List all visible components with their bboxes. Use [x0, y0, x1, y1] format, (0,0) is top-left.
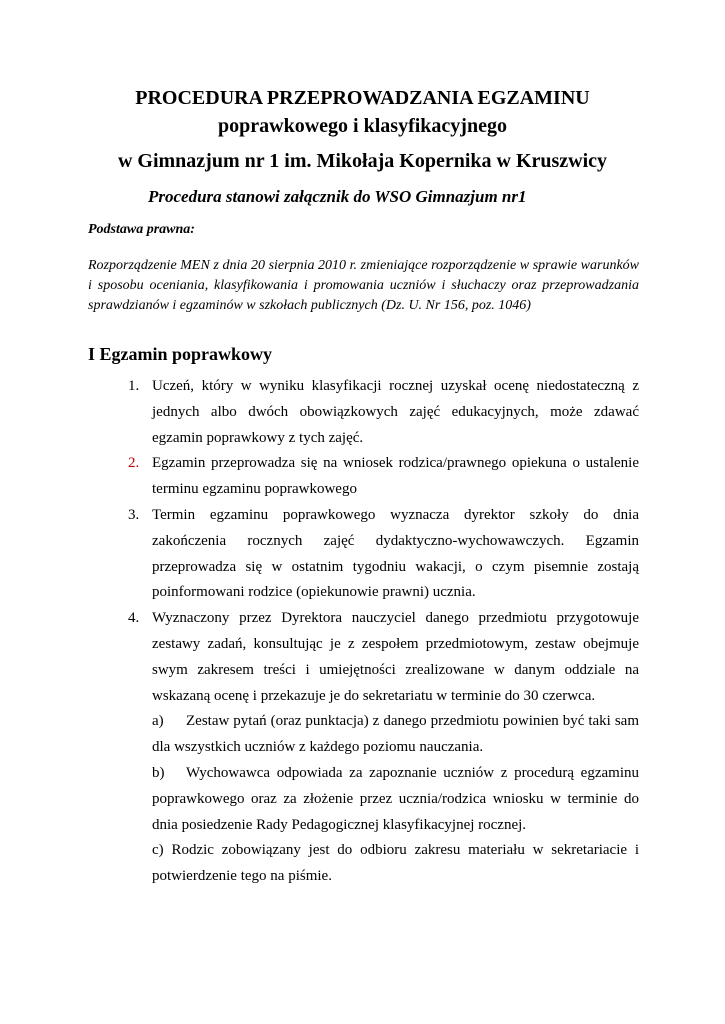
- document-title-line-3: w Gimnazjum nr 1 im. Mikołaja Kopernika w Kruszwicy: [117, 150, 608, 172]
- list-item-number: 4.: [128, 610, 140, 627]
- list-item-text: Wyznaczony przez Dyrektora nauczyciel danego przedmiotu przygotowuje zestawy zadań, konsultując je z zespołem przedmiotowym, zestaw obejmuje swym zakresem treści i umiejętności zrealizowane w danym oddziale na wskazaną ocenę i przekazuje je do sekretariatu w terminie do 30 czerwca.: [152, 610, 639, 704]
- list-item: [88, 374, 639, 451]
- list-item-number: 2.: [128, 455, 140, 472]
- sub-list-item-text: c) Rodzic zobowiązany jest do odbioru zakresu materiału w sekretariacie i potwierdzenie tego na piśmie.: [152, 842, 639, 885]
- section-heading: I Egzamin poprawkowy: [88, 344, 273, 364]
- list-item: [88, 503, 639, 606]
- document-title-line-2: poprawkowego i klasyfikacyjnego: [218, 115, 507, 137]
- list-item: [88, 606, 639, 709]
- document-subtitle: Procedura stanowi załącznik do WSO Gimnazjum nr1: [148, 187, 527, 206]
- sub-list-item: [88, 838, 639, 890]
- legal-basis-label: Podstawa prawna:: [88, 222, 195, 237]
- sub-list-item-text: Wychowawca odpowiada za zapoznanie uczniów z procedurą egzaminu poprawkowego oraz za złożenie przez ucznia/rodzica wniosku w terminie do dnia posiedzenie Rady Pedagogicznej klasyfikacyjnej rocznej.: [152, 764, 639, 833]
- list-item-text: Uczeń, który w wyniku klasyfikacji rocznej uzyskał ocenę niedostateczną z jednych albo dwóch obowiązkowych zajęć edukacyjnych, może zdawać egzamin poprawkowy z tych zajęć.: [152, 378, 639, 446]
- list-item: [88, 451, 639, 503]
- sub-list-item-letter: a): [152, 713, 164, 730]
- list-item-text: Termin egzaminu poprawkowego wyznacza dyrektor szkoły do dnia zakończenia rocznych zajęć dydaktyczno-wychowawczych. Egzamin przeprowadza się w ostatnim tygodniu wakacji, o czym pisemnie zostają poinformowani rodzice (opiekunowie prawni) ucznia.: [152, 506, 639, 601]
- sub-list-item-text: Zestaw pytań (oraz punktacja) z danego przedmiotu powinien być taki sam dla wszystkich uczniów z każdego poziomu nauczania.: [152, 713, 639, 756]
- document-title-line-1: PROCEDURA PRZEPROWADZANIA EGZAMINU: [135, 87, 590, 109]
- sub-list-item-letter: b): [152, 764, 165, 781]
- sub-list-item: [88, 709, 639, 761]
- list-item-number: 3.: [128, 506, 140, 523]
- list-item-number: 1.: [128, 378, 140, 394]
- procedure-list: [88, 374, 639, 890]
- sub-list-item: [88, 761, 639, 838]
- legal-basis-text: Rozporządzenie MEN z dnia 20 sierpnia 2010 r. zmieniające rozporządzenie w sprawie warunków i sposobu oceniania, klasyfikowania i promowania uczniów i słuchaczy oraz przeprowadzania sprawdzianów i egzaminów w szkołach publicznych (Dz. U. Nr 156, poz. 1046): [88, 258, 639, 313]
- list-item-text: Egzamin przeprowadza się na wniosek rodzica/prawnego opiekuna o ustalenie terminu egzaminu poprawkowego: [152, 455, 639, 498]
